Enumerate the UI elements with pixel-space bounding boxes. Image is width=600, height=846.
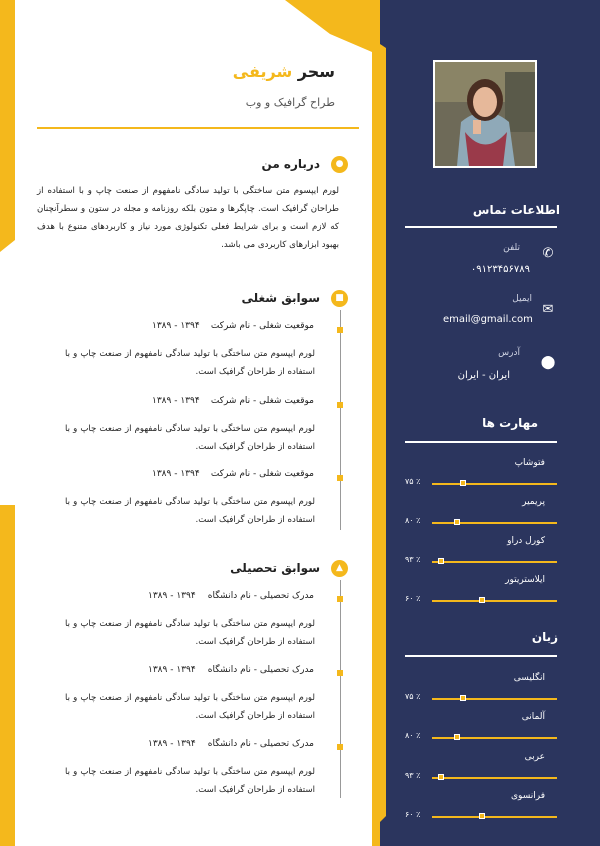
education-years: ۱۳۹۴ - ۱۳۸۹: [148, 591, 196, 601]
work-years: ۱۳۹۴ - ۱۳۸۹: [152, 469, 200, 479]
language-name: عربی: [524, 752, 545, 762]
education-title: سوابق تحصیلی: [230, 561, 320, 575]
contact-divider: [405, 226, 557, 228]
skill-level-knob: [438, 558, 444, 564]
education-desc: لورم ایپسوم متن ساختگی با تولید سادگی نامفهوم از صنعت چاپ و با استفاده از طراحان گرافیک است.: [65, 619, 315, 647]
timeline-dot: [337, 744, 343, 750]
profile-photo-illustration: [435, 62, 535, 166]
languages-divider: [405, 655, 557, 657]
skill-percent: ٪ ۷۵: [405, 477, 421, 486]
work-title: سوابق شغلی: [241, 291, 320, 305]
skills-title: مهارت ها: [482, 416, 538, 430]
timeline-dot: [337, 596, 343, 602]
skill-bar: [432, 483, 557, 485]
language-level-knob: [460, 695, 466, 701]
language-percent: ٪ ۹۳: [405, 771, 421, 780]
email-value[interactable]: email@gmail.com: [443, 314, 533, 325]
education-degree: مدرک تحصیلی - نام دانشگاه: [207, 665, 314, 675]
skill-percent: ٪ ۶۰: [405, 594, 421, 603]
work-role: موقعیت شغلی - نام شرکت: [210, 321, 314, 331]
timeline-dot: [337, 670, 343, 676]
languages-title: زبان: [531, 630, 558, 644]
work-desc: لورم ایپسوم متن ساختگی با تولید سادگی نامفهوم از صنعت چاپ و با استفاده از طراحان گرافیک است.: [65, 497, 315, 525]
work-role: موقعیت شغلی - نام شرکت: [210, 396, 314, 406]
work-years: ۱۳۹۴ - ۱۳۸۹: [152, 321, 200, 331]
phone-value: ۰۹۱۲۳۴۵۶۷۸۹: [470, 264, 530, 275]
graduation-icon: ▲: [331, 560, 348, 577]
work-role: موقعیت شغلی - نام شرکت: [210, 469, 314, 479]
skill-name: کورل دراو: [507, 536, 545, 546]
education-years: ۱۳۹۴ - ۱۳۸۹: [148, 739, 196, 749]
last-name: شریفی: [232, 62, 293, 81]
education-timeline: [340, 580, 341, 798]
phone-label: تلفن: [503, 243, 520, 253]
education-years: ۱۳۹۴ - ۱۳۸۹: [148, 665, 196, 675]
skill-bar: [432, 600, 557, 602]
education-desc: لورم ایپسوم متن ساختگی با تولید سادگی نامفهوم از صنعت چاپ و با استفاده از طراحان گرافیک است.: [65, 693, 315, 721]
language-level-knob: [454, 734, 460, 740]
contact-title: اطلاعات تماس: [472, 203, 560, 217]
first-name: سحر: [297, 62, 335, 81]
skills-divider: [405, 441, 557, 443]
education-desc: لورم ایپسوم متن ساختگی با تولید سادگی نامفهوم از صنعت چاپ و با استفاده از طراحان گرافیک است.: [65, 767, 315, 795]
briefcase-icon: ■: [331, 290, 348, 307]
timeline-dot: [337, 402, 343, 408]
language-name: انگلیسی: [513, 673, 545, 683]
skill-name: فتوشاپ: [514, 458, 545, 468]
timeline-dot: [337, 475, 343, 481]
skill-level-knob: [479, 597, 485, 603]
skill-bar: [432, 561, 557, 563]
language-percent: ٪ ۶۰: [405, 810, 421, 819]
skill-level-knob: [460, 480, 466, 486]
language-bar: [432, 737, 557, 739]
skill-name: ایلاستریتور: [505, 575, 545, 585]
about-text: لورم ایپسوم متن ساختگی با تولید سادگی نامفهوم از صنعت چاپ و با استفاده از طراحان گرافیک است. چاپگرها و متون بلکه روزنامه و مجله در ستون و سطرآنچنان که لازم است و برای شرایط فعلی تکنولوژی مورد نیاز و کاربردهای متنوع با هدف بهبود ابزارهای کاربردی می باشد.: [37, 186, 339, 250]
skill-level-knob: [454, 519, 460, 525]
work-desc: لورم ایپسوم متن ساختگی با تولید سادگی نامفهوم از صنعت چاپ و با استفاده از طراحان گرافیک است.: [65, 349, 315, 377]
language-name: فرانسوی: [511, 791, 545, 801]
timeline-dot: [337, 327, 343, 333]
work-timeline: [340, 310, 341, 530]
work-desc: لورم ایپسوم متن ساختگی با تولید سادگی نامفهوم از صنعت چاپ و با استفاده از طراحان گرافیک است.: [65, 424, 315, 452]
profile-photo: [433, 60, 537, 168]
work-years: ۱۳۹۴ - ۱۳۸۹: [152, 396, 200, 406]
language-name: آلمانی: [521, 712, 545, 722]
education-degree: مدرک تحصیلی - نام دانشگاه: [207, 739, 314, 749]
address-label: آدرس: [498, 348, 520, 358]
skill-percent: ٪ ۸۰: [405, 516, 421, 525]
email-label: ایمیل: [512, 294, 532, 304]
skill-bar: [432, 522, 557, 524]
language-percent: ٪ ۷۵: [405, 692, 421, 701]
address-value: ایران - ایران: [457, 370, 510, 381]
language-percent: ٪ ۸۰: [405, 731, 421, 740]
language-bar: [432, 777, 557, 779]
mail-icon: ✉: [542, 302, 554, 317]
job-title: طراح گرافیک و وب: [245, 96, 335, 109]
user-icon: ●: [331, 156, 348, 173]
skill-percent: ٪ ۹۳: [405, 555, 421, 564]
header-divider: [37, 127, 359, 129]
about-title: درباره من: [261, 157, 320, 171]
location-pin-icon: ⬤: [540, 355, 556, 370]
language-level-knob: [479, 813, 485, 819]
language-bar: [432, 816, 557, 818]
language-bar: [432, 698, 557, 700]
skill-name: پریمیر: [522, 497, 545, 507]
person-name: [233, 62, 335, 81]
education-degree: مدرک تحصیلی - نام دانشگاه: [207, 591, 314, 601]
language-level-knob: [438, 774, 444, 780]
phone-icon: ✆: [542, 246, 554, 261]
